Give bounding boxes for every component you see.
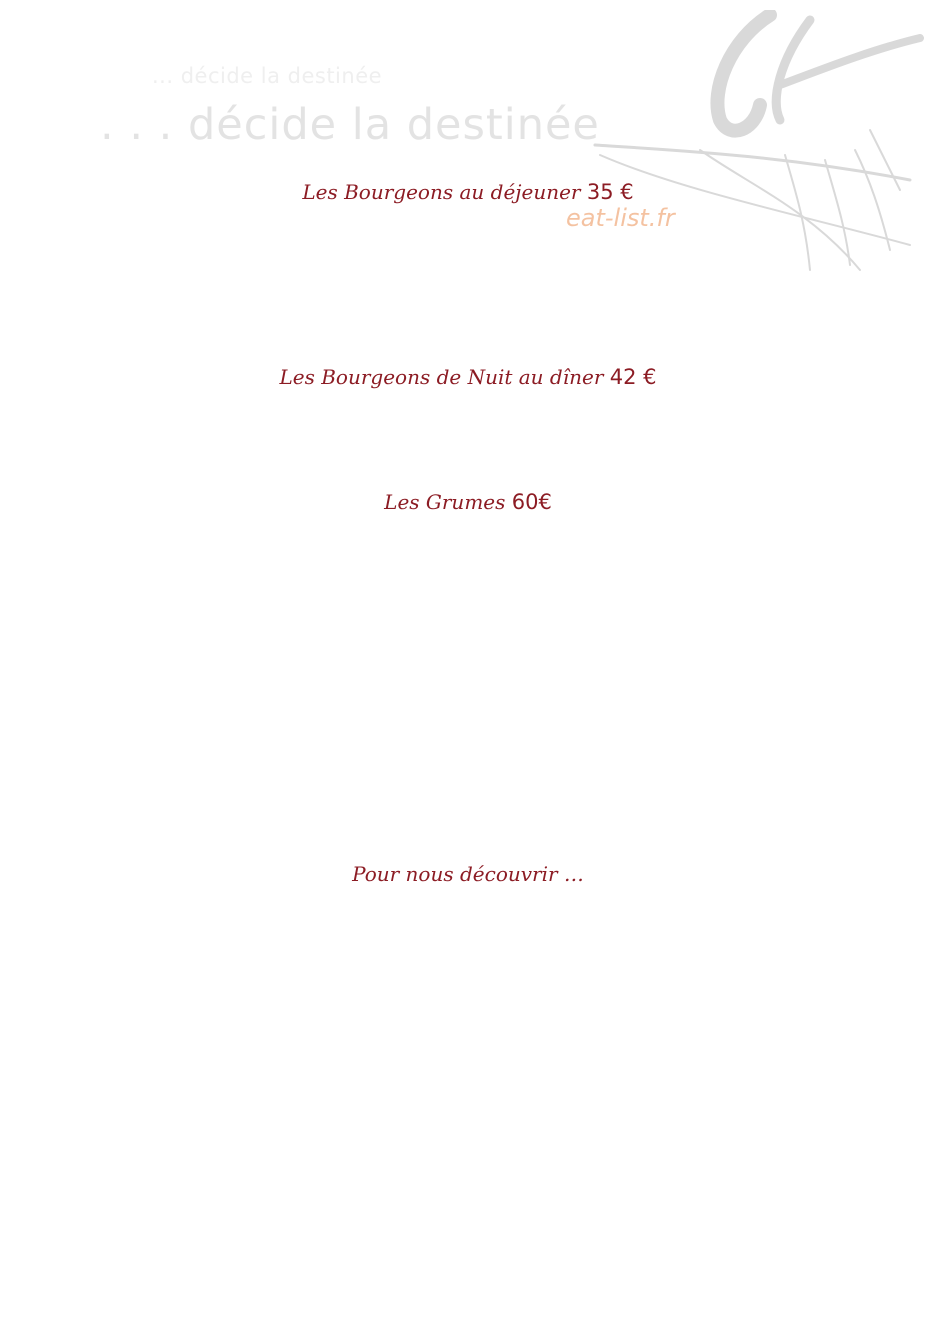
tagline-large: . . . décide la destinée [100, 100, 600, 150]
dinner-title-text: Les Bourgeons de Nuit au dîner [279, 365, 604, 389]
grumes-menu-title [0, 490, 936, 514]
discover-menu-title: Pour nous découvrir … [352, 862, 584, 886]
watermark: eat-list.fr [566, 204, 675, 232]
lunch-menu-title [0, 180, 936, 204]
grumes-price: 60€ [511, 490, 552, 514]
dinner-menu-title [0, 365, 936, 389]
lunch-price: 35 € [586, 180, 634, 204]
tagline-small: ... décide la destinée [152, 64, 383, 88]
grumes-title-text: Les Grumes [384, 490, 506, 514]
dinner-price: 42 € [609, 365, 657, 389]
logo-decoration [580, 10, 930, 280]
lunch-title-text: Les Bourgeons au déjeuner [302, 180, 581, 204]
